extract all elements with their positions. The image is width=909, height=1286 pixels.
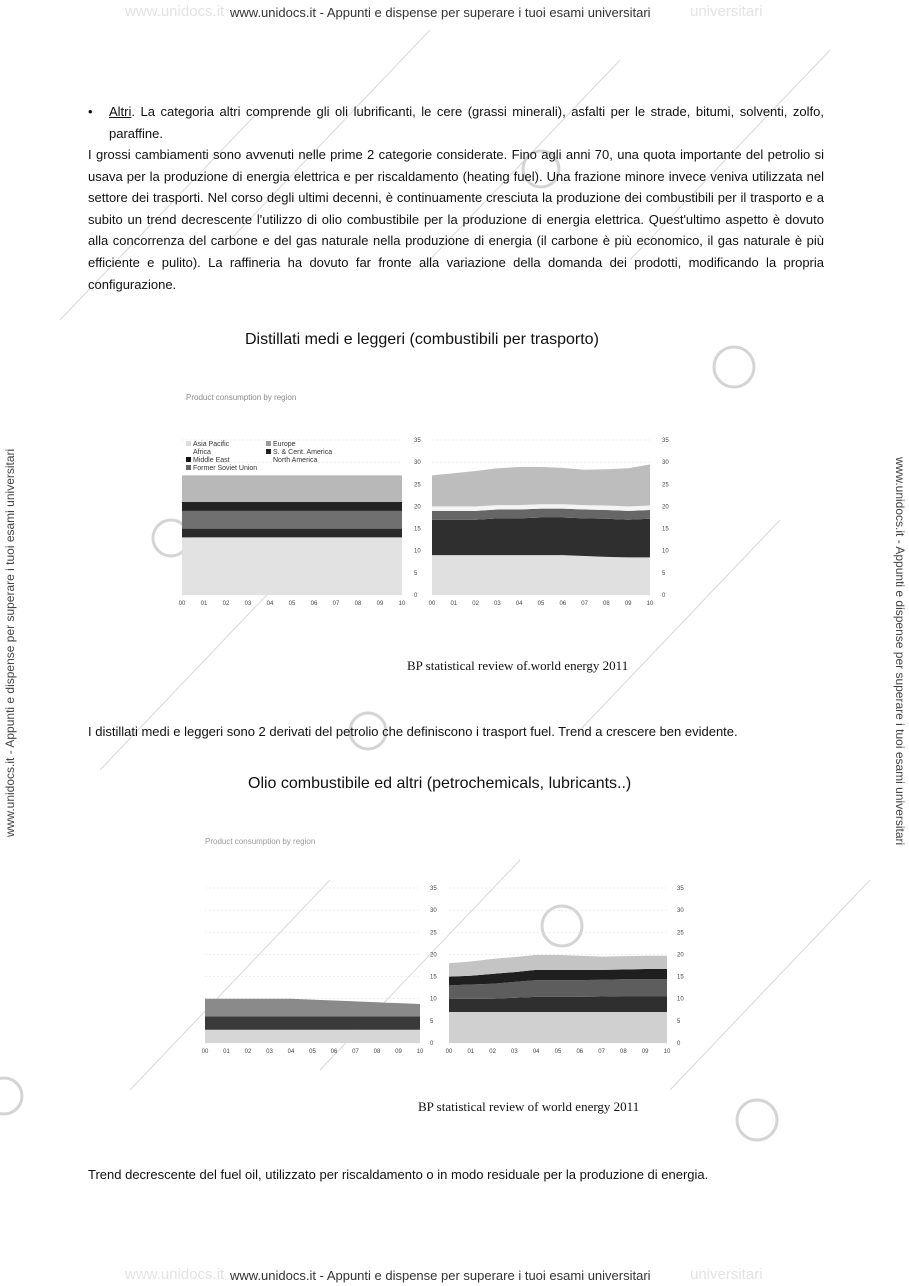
figure2-chart [195, 878, 700, 1055]
area-base [449, 1012, 667, 1043]
y-tick-label: 25 [414, 482, 421, 489]
legend-item: S. & Cent. America [266, 449, 366, 457]
y-tick-label: 35 [414, 438, 421, 444]
legend-item: North America [273, 457, 318, 464]
x-tick-label: 09 [395, 1049, 402, 1055]
y-tick-label: 35 [677, 886, 684, 892]
y-tick-label: 10 [662, 548, 669, 555]
y-tick-label: 20 [677, 952, 684, 959]
watermark-side-left: www.unidocs.it - Appunti e dispense per superare i tuoi esami universitari [3, 448, 17, 837]
y-tick-label: 20 [430, 952, 437, 959]
area-top [182, 475, 402, 502]
x-tick-label: 07 [332, 601, 340, 607]
legend-item: Europe [266, 441, 366, 449]
logo-icon [714, 347, 754, 387]
y-tick-label: 25 [430, 930, 437, 937]
x-tick-label: 06 [559, 601, 567, 607]
x-tick-label: 09 [624, 601, 632, 607]
x-tick-label: 04 [287, 1049, 295, 1055]
chart-panel-2 [429, 438, 670, 607]
x-tick-label: 07 [581, 601, 588, 607]
x-tick-label: 01 [200, 601, 208, 607]
x-tick-label: 05 [288, 601, 296, 607]
x-tick-label: 05 [309, 1049, 316, 1055]
x-tick-label: 04 [532, 1049, 540, 1055]
figure2-title: Olio combustibile ed altri (petrochemicals, lubricants..) [248, 775, 632, 792]
x-tick-label: 01 [450, 601, 458, 607]
y-tick-label: 30 [414, 460, 421, 467]
x-tick-label: 05 [537, 601, 545, 607]
figure1-title: Distillati medi e leggeri (combustibili per trasporto) [245, 331, 599, 348]
y-tick-label: 30 [662, 460, 669, 467]
chart-panel-1 [179, 438, 422, 607]
x-tick-label: 03 [511, 1049, 518, 1055]
legend-item: Africa [193, 449, 211, 456]
x-tick-label: 02 [472, 601, 479, 607]
y-tick-label: 15 [677, 974, 684, 981]
figure1-source: BP statistical review of.world energy 2011 [407, 658, 629, 673]
x-tick-label: 03 [266, 1049, 273, 1055]
y-tick-label: 5 [677, 1018, 681, 1025]
y-tick-label: 35 [662, 438, 669, 444]
area-top [432, 464, 650, 506]
x-tick-label: 06 [310, 601, 318, 607]
y-tick-label: 5 [662, 570, 666, 577]
y-tick-label: 5 [430, 1018, 434, 1025]
x-tick-label: 06 [330, 1049, 338, 1055]
watermark-ghost-bottom-left: www.unidocs.it [125, 1266, 225, 1283]
y-tick-label: 0 [677, 1041, 681, 1047]
x-tick-label: 09 [376, 601, 384, 607]
x-tick-label: 06 [576, 1049, 584, 1055]
area-mid [182, 511, 402, 529]
x-tick-label: 02 [489, 1049, 496, 1055]
x-tick-label: 01 [467, 1049, 475, 1055]
x-tick-label: 08 [603, 601, 610, 607]
y-tick-label: 10 [677, 996, 684, 1003]
x-tick-label: 05 [554, 1049, 562, 1055]
area-mid [205, 999, 420, 1017]
bullet-text: . La categoria altri comprende gli oli lubrificanti, le cere (grassi minerali), asfalti per le strade, bitumi, solventi, zolfo, paraffine. [109, 104, 824, 141]
x-tick-label: 07 [598, 1049, 605, 1055]
y-tick-label: 25 [662, 482, 669, 489]
bullet-label: Altri [109, 104, 132, 119]
x-tick-label: 03 [244, 601, 252, 607]
y-tick-label: 30 [677, 908, 684, 915]
watermark-ghost-top-right: universitari [690, 3, 763, 20]
x-tick-label: 08 [354, 601, 362, 607]
area-base [205, 1030, 420, 1043]
x-tick-label: 07 [352, 1049, 359, 1055]
x-tick-label: 00 [178, 601, 186, 607]
x-tick-label: 09 [641, 1049, 649, 1055]
y-tick-label: 0 [430, 1041, 434, 1047]
figure2-caption: Product consumption by region [205, 837, 316, 846]
area-base [432, 555, 650, 595]
x-tick-label: 08 [620, 1049, 627, 1055]
y-tick-label: 25 [677, 930, 684, 937]
area-base [182, 537, 402, 595]
paragraph-3: Trend decrescente del fuel oil, utilizzato per riscaldamento o in modo residuale per la produzione di energia. [88, 1167, 709, 1182]
y-tick-label: 15 [430, 974, 437, 981]
x-tick-label: 10 [646, 601, 654, 607]
paragraph-2: I distillati medi e leggeri sono 2 derivati del petrolio che definiscono i trasport fuel. Trend a crescere ben evidente. [88, 724, 738, 739]
figure1-caption: Product consumption by region [186, 393, 297, 402]
chart-panel-1 [202, 886, 438, 1055]
figure2-source: BP statistical review of world energy 2011 [418, 1099, 640, 1114]
figure1-chart [170, 435, 690, 610]
area-dark1 [432, 518, 650, 558]
x-tick-label: 01 [223, 1049, 230, 1055]
x-tick-label: 10 [663, 1049, 671, 1055]
x-tick-label: 04 [515, 601, 523, 607]
y-tick-label: 10 [414, 548, 421, 555]
x-tick-label: 04 [266, 601, 274, 607]
x-tick-label: 02 [222, 601, 230, 607]
x-tick-label: 00 [445, 1049, 453, 1055]
x-tick-label: 10 [416, 1049, 424, 1055]
legend-item: Former Soviet Union [186, 465, 276, 473]
watermark-banner-top: www.unidocs.it - Appunti e dispense per superare i tuoi esami universitari [230, 5, 651, 20]
legend-item: Middle East [186, 457, 276, 465]
y-tick-label: 10 [430, 996, 437, 1003]
y-tick-label: 15 [414, 526, 421, 533]
watermark-ghost-bottom-right: universitari [690, 1266, 763, 1283]
y-tick-label: 5 [414, 570, 418, 577]
y-tick-label: 35 [430, 886, 437, 892]
area-dark1 [205, 1016, 420, 1029]
y-tick-label: 20 [414, 504, 421, 511]
y-tick-label: 30 [430, 908, 437, 915]
y-tick-label: 20 [662, 504, 669, 511]
chart-panel-2 [446, 886, 685, 1055]
legend-item: Asia Pacific [186, 441, 276, 449]
area-dark1 [182, 529, 402, 538]
x-tick-label: 00 [201, 1049, 209, 1055]
y-tick-label: 0 [414, 593, 418, 599]
y-tick-label: 0 [662, 593, 666, 599]
x-tick-label: 03 [494, 601, 501, 607]
x-tick-label: 00 [428, 601, 436, 607]
bullet-altri [109, 101, 824, 144]
x-tick-label: 10 [398, 601, 406, 607]
paragraph-1: I grossi cambiamenti sono avvenuti nelle prime 2 categorie considerate. Fino agli anni 70, una quota importante del petrolio si usava per la produzione di energia elettrica e per riscaldamento (heating fuel). Una frazione minore invece veniva utilizzata nel settore dei trasporti. Nel corso degli ultimi decenni, è continuamente cresciuta la produzione dei combustibili per il trasporto e a subito un trend decrescente l'utilizzo di olio combustibile per la produzione di energia elettrica. Quest'ultimo aspetto è dovuto alla concorrenza del carbone e del gas naturale nella produzione di energia (il carbone è più economico, il gas naturale è più efficiente e pulito). La raffineria ha dovuto far fronte alla variazione della domanda dei prodotti, modificando la propria configurazione. [88, 147, 824, 292]
area-dark2 [182, 502, 402, 511]
bullet-marker: • [88, 104, 93, 119]
x-tick-label: 02 [244, 1049, 252, 1055]
watermark-banner-bottom: www.unidocs.it - Appunti e dispense per superare i tuoi esami universitari [230, 1268, 651, 1283]
watermark-ghost-top-left: www.unidocs.it [125, 3, 225, 20]
x-tick-label: 08 [373, 1049, 381, 1055]
y-tick-label: 15 [662, 526, 669, 533]
watermark-side-right: www.unidocs.it - Appunti e dispense per superare i tuoi esami universitari [893, 457, 907, 846]
